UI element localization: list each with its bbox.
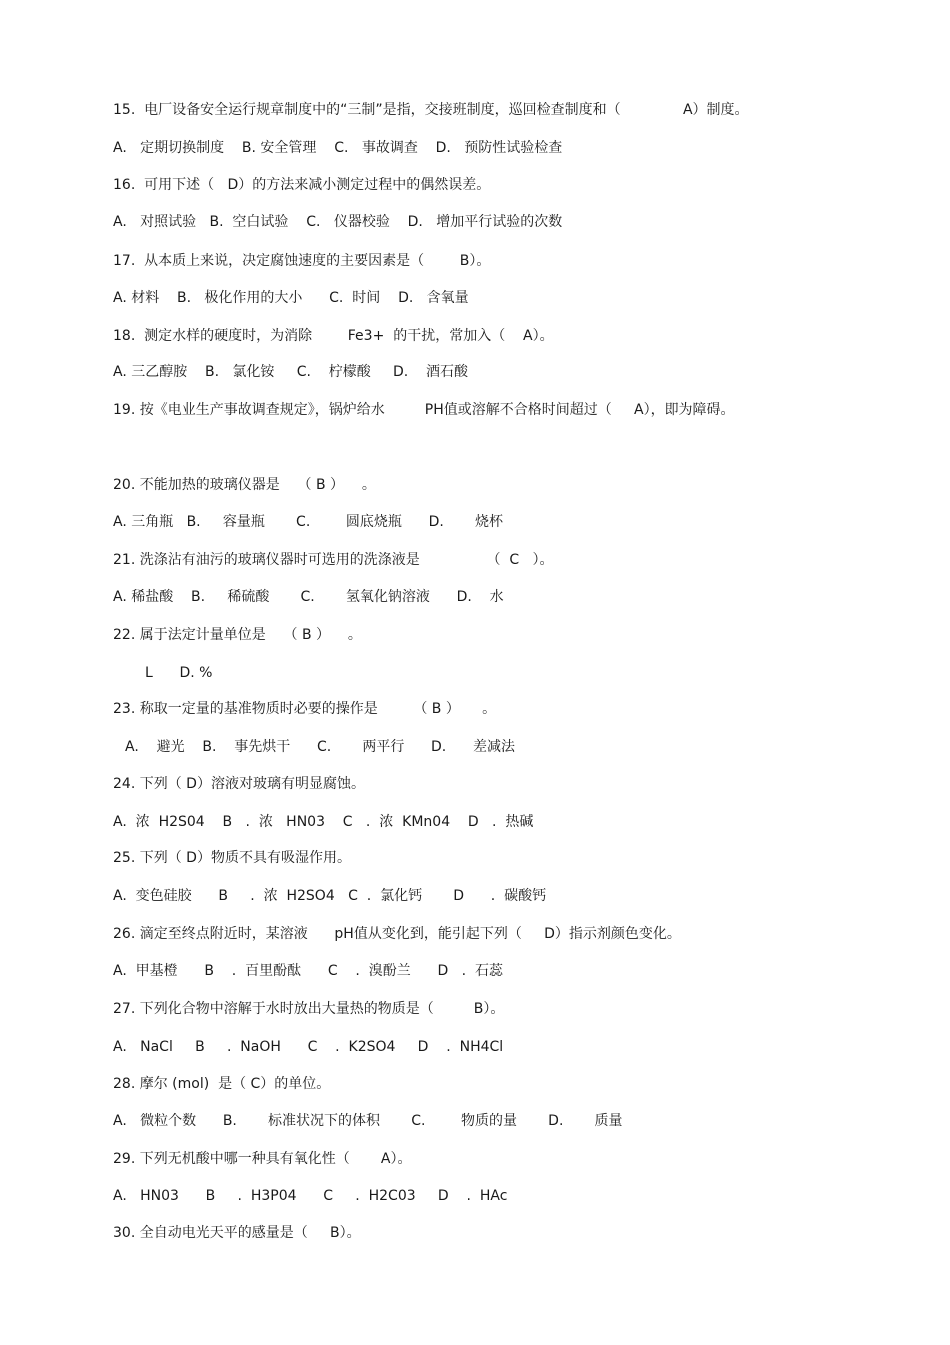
question-16: 16. 可用下述（ D）的方法来减小测定过程中的偶然误差。 — [113, 177, 491, 193]
question-25: 25. 下列（ D）物质不具有吸湿作用。 — [113, 850, 351, 866]
question-28: 28. 摩尔 (mol) 是（ C）的单位。 — [113, 1076, 331, 1092]
options-16: A. 对照试验 B. 空白试验 C. 仪器校验 D. 增加平行试验的次数 — [113, 214, 563, 230]
options-23: A. 避光 B. 事先烘干 C. 两平行 D. 差减法 — [125, 739, 515, 755]
options-25: A. 变色硅胶 B . 浓 H2SO4 C . 氯化钙 D . 碳酸钙 — [113, 888, 547, 904]
options-15: A. 定期切换制度 B. 安全管理 C. 事故调查 D. 预防性试验检查 — [113, 140, 563, 156]
options-20: A. 三角瓶 B. 容量瓶 C. 圆底烧瓶 D. 烧杯 — [113, 514, 503, 530]
question-26: 26. 滴定至终点附近时，某溶液 pH值从变化到，能引起下列（ D）指示剂颜色变化。 — [113, 926, 681, 942]
options-21: A. 稀盐酸 B. 稀硫酸 C. 氢氧化钠溶液 D. 水 — [113, 589, 504, 605]
options-18: A. 三乙醇胺 B. 氯化铵 C. 柠檬酸 D. 酒石酸 — [113, 364, 468, 380]
question-23: 23. 称取一定量的基准物质时必要的操作是 （ B ） 。 — [113, 701, 497, 717]
options-22: L D. % — [145, 665, 213, 681]
question-29: 29. 下列无机酸中哪一种具有氧化性（ A）。 — [113, 1151, 412, 1167]
options-17: A. 材料 B. 极化作用的大小 C. 时间 D. 含氧量 — [113, 290, 469, 306]
question-21: 21. 洗涤沾有油污的玻璃仪器时可选用的洗涤液是 （ C ）。 — [113, 552, 554, 568]
options-29: A. HN03 B . H3P04 C . H2C03 D . HAc — [113, 1188, 508, 1204]
question-20: 20. 不能加热的玻璃仪器是 （ B ） 。 — [113, 477, 376, 493]
question-30: 30. 全自动电光天平的感量是（ B）。 — [113, 1225, 361, 1241]
question-24: 24. 下列（ D）溶液对玻璃有明显腐蚀。 — [113, 776, 365, 792]
question-27: 27. 下列化合物中溶解于水时放出大量热的物质是（ B）。 — [113, 1001, 505, 1017]
question-17: 17. 从本质上来说，决定腐蚀速度的主要因素是（ B）。 — [113, 253, 491, 269]
options-24: A. 浓 H2S04 B . 浓 HN03 C . 浓 KMn04 D . 热碱 — [113, 814, 534, 830]
question-22: 22. 属于法定计量单位是 （ B ） 。 — [113, 627, 362, 643]
question-15: 15. 电厂设备安全运行规章制度中的“三制”是指，交接班制度，巡回检查制度和（ A）制度。 — [113, 102, 749, 118]
options-28: A. 微粒个数 B. 标准状况下的体积 C. 物质的量 D. 质量 — [113, 1113, 623, 1129]
question-19: 19. 按《电业生产事故调查规定》，锅炉给水 PH值或溶解不合格时间超过（ A），即为障碍。 — [113, 402, 735, 418]
options-26: A. 甲基橙 B . 百里酚酞 C . 溴酚兰 D . 石蕊 — [113, 963, 503, 979]
question-18: 18. 测定水样的硬度时，为消除 Fe3+ 的干扰，常加入（ A）。 — [113, 328, 554, 344]
options-27: A. NaCl B . NaOH C . K2SO4 D . NH4Cl — [113, 1039, 504, 1055]
